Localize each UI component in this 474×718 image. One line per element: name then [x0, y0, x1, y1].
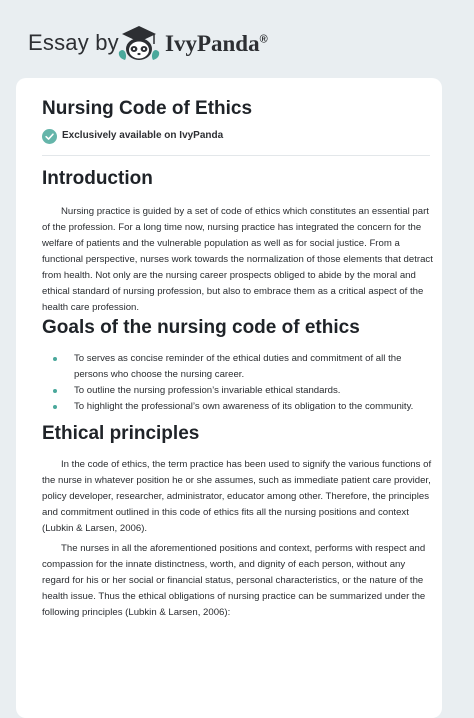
- bullet-dot-icon: [53, 389, 57, 393]
- section-heading-ethical-principles: Ethical principles: [42, 423, 200, 444]
- ivypanda-logo-icon[interactable]: [116, 22, 162, 62]
- bullet-dot-icon: [53, 357, 57, 361]
- section-heading-introduction: Introduction: [42, 168, 153, 189]
- paragraph: The nurses in all the aforementioned positions and context, performs with respect and compassion for the innate distinctness, worth, and dignity of each person, without any regard for his or her social or financial status, personal characteristics, or the nature of the health issue. Thus the ethical obligations of nursing practice can be summarized under the following principles (Lubkin & Larsen, 2006):: [42, 543, 426, 618]
- registered-mark: ®: [259, 33, 268, 46]
- section-heading-goals: Goals of the nursing code of ethics: [42, 317, 360, 338]
- goals-list: [42, 351, 434, 415]
- essay-by-label: Essay by: [28, 30, 119, 55]
- check-badge-icon: [42, 129, 57, 144]
- bullet-dot-icon: [53, 405, 57, 409]
- list-item: To highlight the professional’s own awareness of its obligation to the community.: [42, 399, 434, 415]
- paragraph: Nursing practice is guided by a set of code of ethics which constitutes an essential part of the profession. For a long time now, nursing practice has integrated the concern for the welfare of patients and the vulnerable population as well as for social justice. From a functional perspective, nurses work towards the normalization of those elements that detract from health. Not only are the nursing career prospects obliged to abide by the moral and ethical standard of nursing profession, but also to embrace them as a critical aspect of the health care profession.: [42, 206, 433, 313]
- exclusive-note: Exclusively available on IvyPanda: [62, 130, 224, 141]
- list-item: To serves as concise reminder of the ethical duties and commitment of all the persons who choose the nursing career.: [42, 351, 434, 383]
- ivypanda-brand-name[interactable]: IvyPanda®: [165, 31, 268, 56]
- divider: [42, 155, 430, 156]
- list-item: To outline the nursing profession’s invariable ethical standards.: [42, 383, 434, 399]
- site-header: [0, 0, 474, 78]
- page-title: Nursing Code of Ethics: [42, 98, 253, 119]
- paragraph: In the code of ethics, the term practice has been used to signify the various functions of the nurse in whatever position he or she assumes, such as immediate patient care provider, policy developer, researcher, administrator, educator among other. Therefore, the principles and commitment outlined in this code of ethics fits all the nursing positions and context (Lubkin & Larsen, 2006).: [42, 459, 432, 534]
